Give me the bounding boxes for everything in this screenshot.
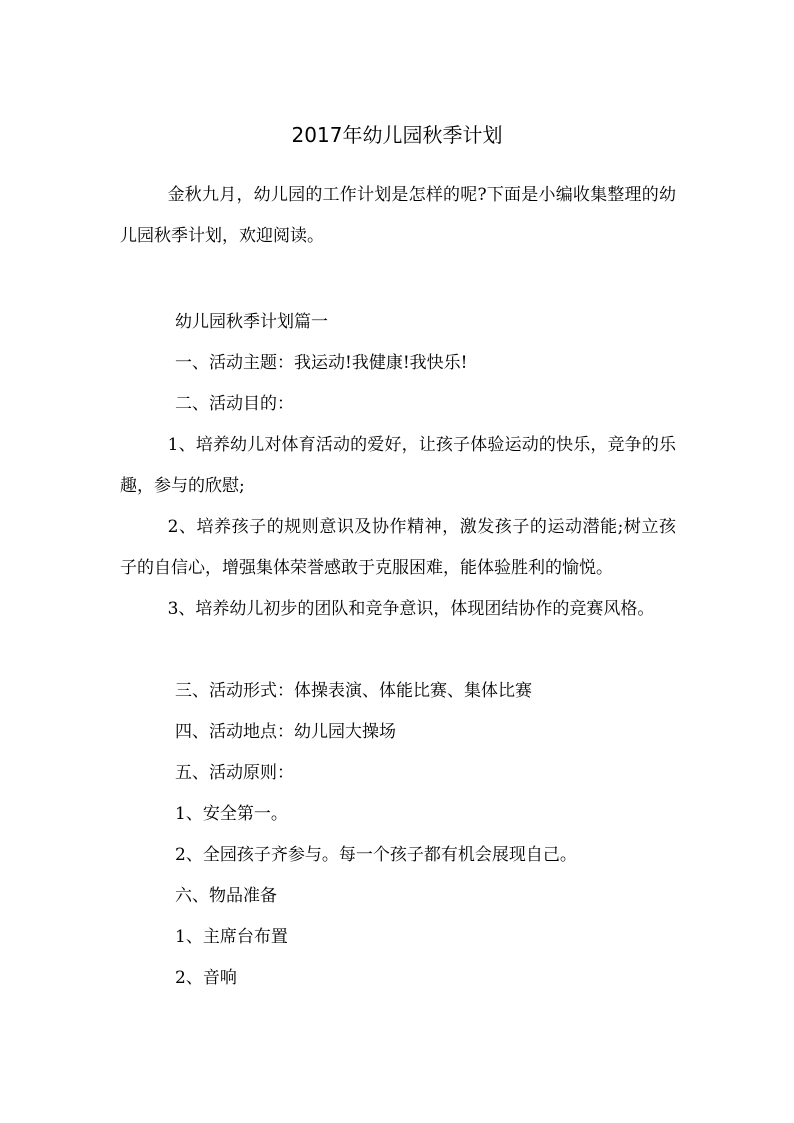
item-supply-2: 2、音响 <box>175 968 237 988</box>
item-activity-goals-heading: 二、活动目的： <box>175 394 294 414</box>
item-principle-1: 1、安全第一。 <box>175 804 288 824</box>
section-heading: 幼儿园秋季计划篇一 <box>175 312 328 332</box>
item-supply-1: 1、主席台布置 <box>175 927 288 947</box>
item-goal-1: 1、培养幼儿对体育活动的爱好，让孩子体验运动的快乐，竞争的乐趣，参与的欣慰; <box>120 435 676 496</box>
document-title: 2017年幼儿园秋季计划 <box>291 123 503 147</box>
item-activity-location: 四、活动地点：幼儿园大操场 <box>175 722 396 742</box>
item-supplies-heading: 六、物品准备 <box>175 886 277 906</box>
item-activity-form: 三、活动形式：体操表演、体能比赛、集体比赛 <box>175 681 532 701</box>
item-principle-2: 2、全园孩子齐参与。每一个孩子都有机会展现自己。 <box>175 845 577 865</box>
item-activity-theme: 一、活动主题：我运动!我健康!我快乐! <box>175 353 468 373</box>
intro-paragraph: 金秋九月，幼儿园的工作计划是怎样的呢?下面是小编收集整理的幼儿园秋季计划，欢迎阅读。 <box>120 185 676 246</box>
item-goal-2: 2、培养孩子的规则意识及协作精神，激发孩子的运动潜能;树立孩子的自信心，增强集体荣誉感敢于克服困难，能体验胜利的愉悦。 <box>120 517 676 578</box>
item-activity-principles-heading: 五、活动原则： <box>175 763 294 783</box>
item-goal-3: 3、培养幼儿初步的团队和竞争意识，体现团结协作的竞赛风格。 <box>167 599 655 619</box>
